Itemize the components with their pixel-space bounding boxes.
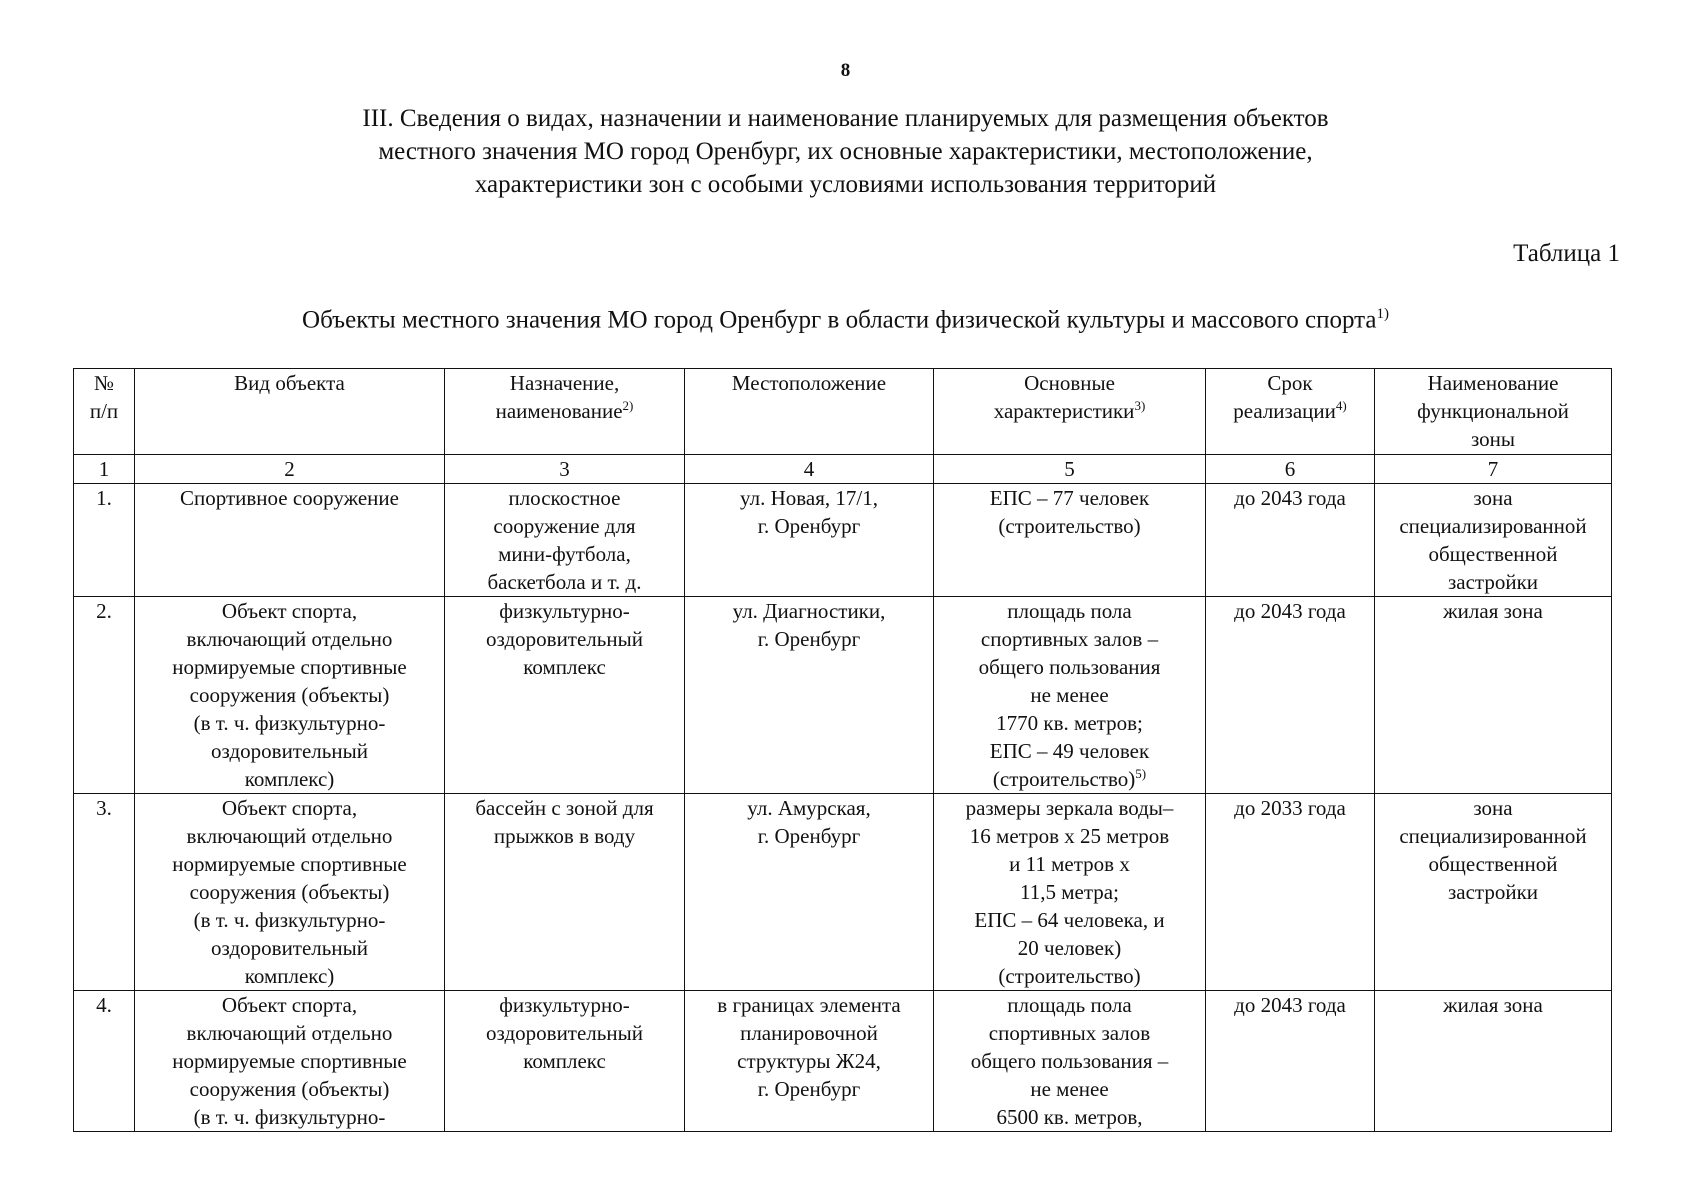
characteristics-cell: [934, 597, 1206, 794]
cell-line: [1209, 794, 1371, 822]
cell-line: [448, 397, 681, 425]
cell-text: специализированной: [1399, 514, 1587, 538]
cell-line: [1378, 850, 1608, 878]
cell-line: [1378, 794, 1608, 822]
cell-line: №: [93, 371, 115, 395]
cell-text: застройки: [1447, 570, 1539, 594]
cell-line: [138, 1075, 441, 1103]
cell-text: ЕПС – 49 человек: [989, 739, 1150, 763]
cell-line: [138, 1047, 441, 1075]
cell-text: оздоровительный: [486, 627, 643, 651]
cell-line: [1209, 597, 1371, 625]
zone-cell: [1375, 484, 1612, 597]
header-cell-number: [74, 369, 135, 455]
cell-text: общественной: [1428, 542, 1558, 566]
cell-text: общественной: [1428, 852, 1558, 876]
cell-line: [448, 991, 681, 1019]
page-number: 8: [840, 60, 851, 81]
cell-text: бассейн с зоной для: [475, 796, 654, 820]
zone-cell: [1375, 794, 1612, 991]
cell-line: [688, 822, 930, 850]
cell-line: [138, 934, 441, 962]
column-number-cell: 5: [934, 455, 1206, 484]
object-type-cell: [135, 991, 445, 1132]
cell-text: характеристики: [993, 399, 1135, 423]
cell-text: ЕПС – 64 человека, и: [974, 908, 1165, 932]
cell-text: 20 человек): [1017, 936, 1122, 960]
cell-line: [937, 850, 1202, 878]
cell-text: спортивных залов –: [980, 627, 1159, 651]
column-number-cell: 4: [685, 455, 934, 484]
cell-line: [1378, 991, 1608, 1019]
cell-line: [937, 878, 1202, 906]
term-cell: [1206, 597, 1375, 794]
cell-line: [937, 1019, 1202, 1047]
cell-line: [1378, 484, 1608, 512]
cell-line: [688, 1019, 930, 1047]
header-cell-purpose: [445, 369, 685, 455]
cell-line: [937, 484, 1202, 512]
section-title-line: местного значения МО город Оренбург, их основные характеристики, местоположение,: [378, 138, 1313, 165]
cell-line: [448, 794, 681, 822]
cell-text: общего пользования: [978, 655, 1161, 679]
cell-text: сооружения (объекты): [189, 880, 390, 904]
cell-text: комплекс: [523, 1049, 606, 1073]
cell-text: 6500 кв. метров,: [996, 1105, 1143, 1129]
cell-text: 16 метров х 25 метров: [969, 824, 1170, 848]
footnote-marker: 5): [1135, 766, 1147, 781]
cell-line: [1378, 540, 1608, 568]
table-row: [74, 991, 1612, 1132]
cell-line: [138, 681, 441, 709]
cell-line: Местоположение: [731, 371, 887, 395]
cell-text: ул. Диагностики,: [732, 599, 886, 623]
cell-line: [937, 653, 1202, 681]
cell-line: [937, 794, 1202, 822]
table-number: Таблица 1: [1513, 240, 1620, 267]
characteristics-cell: [934, 991, 1206, 1132]
header-cell-characteristics: [934, 369, 1206, 455]
term-cell: [1206, 991, 1375, 1132]
location-cell: [685, 794, 934, 991]
cell-text: комплекс): [244, 964, 335, 988]
cell-text: до 2043 года: [1234, 993, 1346, 1017]
cell-line: [1378, 822, 1608, 850]
cell-text: площадь пола: [1007, 599, 1132, 623]
cell-text: жилая зона: [1443, 599, 1543, 623]
cell-text: наименование: [495, 399, 623, 423]
section-title: [180, 102, 1511, 201]
cell-line: [688, 484, 930, 512]
term-cell: [1206, 484, 1375, 597]
header-cell-term: [1206, 369, 1375, 455]
cell-text: зона: [1473, 486, 1513, 510]
cell-text: спортивных залов: [988, 1021, 1151, 1045]
cell-text: включающий отдельно: [186, 824, 393, 848]
cell-line: [937, 1103, 1202, 1131]
cell-text: застройки: [1447, 880, 1539, 904]
cell-text: в границах элемента: [717, 993, 901, 1017]
cell-line: [138, 991, 441, 1019]
cell-line: [937, 597, 1202, 625]
cell-text: структуры Ж24,: [737, 1049, 881, 1073]
cell-text: до 2043 года: [1234, 599, 1346, 623]
section-title-line: III. Сведения о видах, назначении и наименование планируемых для размещения объектов: [362, 105, 1329, 132]
cell-line: [138, 653, 441, 681]
cell-line: [138, 878, 441, 906]
objects-table: [73, 368, 1612, 1132]
cell-line: [688, 597, 930, 625]
table-row: [74, 597, 1612, 794]
cell-line: [138, 822, 441, 850]
footnote-marker: 2): [622, 398, 634, 413]
cell-text: зона: [1473, 796, 1513, 820]
cell-line: функциональной: [1417, 399, 1569, 423]
cell-line: [138, 765, 441, 793]
cell-line: Срок: [1267, 371, 1313, 395]
header-cell-object-type: [135, 369, 445, 455]
cell-line: [937, 1075, 1202, 1103]
cell-text: не менее: [1030, 683, 1109, 707]
cell-line: [448, 484, 681, 512]
cell-text: включающий отдельно: [186, 1021, 393, 1045]
cell-text: оздоровительный: [211, 936, 368, 960]
header-cell-zone: [1375, 369, 1612, 455]
cell-text: (в т. ч. физкультурно-: [193, 908, 386, 932]
cell-text: включающий отдельно: [186, 627, 393, 651]
cell-line: [1209, 397, 1371, 425]
cell-text: г. Оренбург: [757, 824, 861, 848]
object-type-cell: [135, 794, 445, 991]
cell-text: (строительство): [998, 514, 1141, 538]
characteristics-cell: [934, 794, 1206, 991]
cell-line: [1378, 597, 1608, 625]
purpose-cell: [445, 794, 685, 991]
table-row: [74, 484, 1612, 597]
cell-text: общего пользования –: [970, 1049, 1169, 1073]
cell-line: [937, 397, 1202, 425]
cell-line: [448, 597, 681, 625]
cell-line: [937, 625, 1202, 653]
row-number-cell: 3.: [74, 794, 135, 991]
term-cell: [1206, 794, 1375, 991]
cell-line: Вид объекта: [234, 371, 345, 395]
cell-text: Объект спорта,: [221, 993, 358, 1017]
characteristics-cell: [934, 484, 1206, 597]
cell-text: сооружения (объекты): [189, 1077, 390, 1101]
footnote-marker: 3): [1134, 398, 1146, 413]
row-number-cell: 1.: [74, 484, 135, 597]
cell-line: [688, 625, 930, 653]
purpose-cell: [445, 484, 685, 597]
purpose-cell: [445, 991, 685, 1132]
cell-line: [448, 822, 681, 850]
cell-line: [688, 512, 930, 540]
cell-text: физкультурно-: [499, 599, 630, 623]
cell-text: 1770 кв. метров;: [996, 711, 1143, 735]
cell-text: сооружение для: [493, 514, 636, 538]
column-number-cell: 1: [74, 455, 135, 484]
cell-text: Объект спорта,: [221, 599, 358, 623]
cell-line: [688, 1047, 930, 1075]
cell-line: [138, 906, 441, 934]
cell-text: оздоровительный: [211, 739, 368, 763]
cell-text: г. Оренбург: [757, 514, 861, 538]
cell-text: г. Оренбург: [757, 627, 861, 651]
column-number-cell: 7: [1375, 455, 1612, 484]
cell-line: [688, 1075, 930, 1103]
zone-cell: [1375, 597, 1612, 794]
cell-text: мини-футбола,: [498, 542, 631, 566]
cell-text: реализации: [1233, 399, 1336, 423]
location-cell: [685, 597, 934, 794]
cell-line: [937, 906, 1202, 934]
cell-line: [448, 540, 681, 568]
header-cell-location: [685, 369, 934, 455]
table-row: [74, 794, 1612, 991]
cell-text: (в т. ч. физкультурно-: [193, 711, 386, 735]
row-number-cell: 4.: [74, 991, 135, 1132]
cell-line: [138, 737, 441, 765]
cell-text: до 2043 года: [1234, 486, 1346, 510]
cell-line: Назначение,: [509, 371, 620, 395]
cell-text: и 11 метров х: [1009, 852, 1130, 876]
cell-text: не менее: [1030, 1077, 1109, 1101]
table-caption-footnote: 1): [1376, 306, 1389, 322]
cell-line: [688, 794, 930, 822]
cell-text: площадь пола: [1007, 993, 1132, 1017]
purpose-cell: [445, 597, 685, 794]
cell-text: г. Оренбург: [757, 1077, 861, 1101]
cell-line: [138, 794, 441, 822]
object-type-cell: [135, 597, 445, 794]
cell-line: [138, 962, 441, 990]
cell-line: [937, 765, 1202, 793]
cell-line: [138, 484, 441, 512]
cell-text: ул. Новая, 17/1,: [740, 486, 878, 510]
cell-line: [138, 709, 441, 737]
cell-line: [138, 1103, 441, 1131]
cell-text: до 2033 года: [1234, 796, 1346, 820]
section-title-line: характеристики зон с особыми условиями использования территорий: [474, 171, 1217, 198]
column-number-cell: 3: [445, 455, 685, 484]
cell-line: [937, 1047, 1202, 1075]
cell-text: ЕПС – 77 человек: [989, 486, 1150, 510]
cell-line: [937, 512, 1202, 540]
cell-line: [937, 681, 1202, 709]
cell-line: Основные: [1024, 371, 1115, 395]
cell-line: [138, 1019, 441, 1047]
cell-text: (строительство): [998, 964, 1141, 988]
cell-line: [937, 822, 1202, 850]
cell-text: оздоровительный: [486, 1021, 643, 1045]
table-body: [74, 369, 1612, 1132]
cell-text: нормируемые спортивные: [172, 852, 407, 876]
cell-line: [448, 1019, 681, 1047]
cell-text: 11,5 метра;: [1020, 880, 1119, 904]
column-number-cell: 6: [1206, 455, 1375, 484]
footnote-marker: 4): [1335, 398, 1347, 413]
cell-line: [937, 991, 1202, 1019]
cell-text: Спортивное сооружение: [180, 486, 399, 510]
location-cell: [685, 991, 934, 1132]
column-number-row: [74, 455, 1612, 484]
cell-line: [1209, 484, 1371, 512]
cell-text: планировочной: [740, 1021, 878, 1045]
cell-line: [1378, 512, 1608, 540]
cell-text: баскетбола и т. д.: [487, 570, 642, 594]
cell-line: [448, 1047, 681, 1075]
column-number-cell: 2: [135, 455, 445, 484]
cell-text: физкультурно-: [499, 993, 630, 1017]
cell-line: [138, 625, 441, 653]
header-row: [74, 369, 1612, 455]
object-type-cell: [135, 484, 445, 597]
table-caption-text: Объекты местного значения МО город Оренбург в области физической культуры и массового спорта: [302, 306, 1377, 334]
table-caption: [0, 306, 1691, 334]
cell-line: [448, 625, 681, 653]
cell-line: [1209, 991, 1371, 1019]
cell-text: плоскостное: [508, 486, 621, 510]
cell-line: [937, 709, 1202, 737]
cell-text: ул. Амурская,: [747, 796, 871, 820]
cell-line: [937, 737, 1202, 765]
cell-text: нормируемые спортивные: [172, 655, 407, 679]
cell-line: [937, 934, 1202, 962]
cell-text: жилая зона: [1443, 993, 1543, 1017]
cell-text: сооружения (объекты): [189, 683, 390, 707]
cell-line: зоны: [1470, 427, 1516, 451]
cell-text: прыжков в воду: [493, 824, 636, 848]
cell-line: [138, 597, 441, 625]
cell-text: (строительство): [992, 767, 1136, 791]
cell-text: комплекс): [244, 767, 335, 791]
location-cell: [685, 484, 934, 597]
cell-line: [1378, 568, 1608, 596]
cell-text: (в т. ч. физкультурно-: [193, 1105, 386, 1129]
cell-line: Наименование: [1427, 371, 1559, 395]
cell-line: [1378, 878, 1608, 906]
cell-line: [448, 653, 681, 681]
cell-line: [448, 512, 681, 540]
cell-text: специализированной: [1399, 824, 1587, 848]
cell-line: п/п: [89, 399, 119, 423]
cell-line: [448, 568, 681, 596]
cell-text: комплекс: [523, 655, 606, 679]
cell-text: размеры зеркала воды–: [965, 796, 1174, 820]
cell-text: Объект спорта,: [221, 796, 358, 820]
zone-cell: [1375, 991, 1612, 1132]
cell-line: [937, 962, 1202, 990]
cell-text: нормируемые спортивные: [172, 1049, 407, 1073]
row-number-cell: 2.: [74, 597, 135, 794]
cell-line: [138, 850, 441, 878]
cell-line: [688, 991, 930, 1019]
